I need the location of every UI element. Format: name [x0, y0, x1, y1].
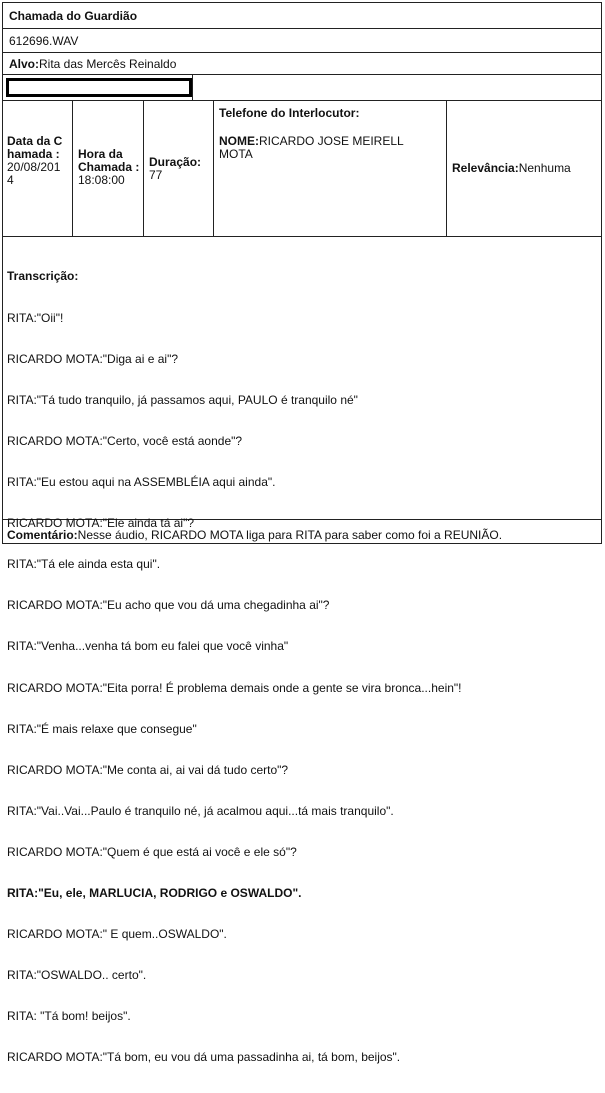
transcript-line: RICARDO MOTA:"Ele ainda tá ai"? [7, 516, 195, 531]
alvo-value: Rita das Mercês Reinaldo [39, 57, 177, 71]
phone-label: Telefone do Interlocutor: [219, 106, 360, 120]
alvo-label: Alvo: [9, 57, 39, 71]
call-details-row [2, 101, 602, 237]
alvo-row [2, 53, 602, 75]
transcript-line: RITA:"Oii"! [7, 310, 64, 325]
time-value: 18:08:00 [78, 173, 125, 187]
date-cell [2, 101, 73, 236]
transcript-line: RITA:"Tá ele ainda esta qui". [7, 557, 161, 572]
relevance-value: Nenhuma [518, 161, 571, 175]
transcript-line: RITA:"É mais relaxe que consegue" [7, 721, 197, 736]
transcript-line: RITA:"Eu estou aqui na ASSEMBLÉIA aqui ainda". [7, 474, 276, 489]
relevance-cell [447, 101, 602, 236]
transcript-line: RICARDO MOTA:"Tá bom, eu vou dá uma passadinha ai, tá bom, beijos". [7, 1050, 401, 1065]
transcript-line: RICARDO MOTA:"Certo, você está aonde"? [7, 433, 243, 448]
time-label: Hora da Chamada : [78, 147, 140, 174]
name-label: NOME: [219, 134, 259, 148]
transcript-line: RITA:"Vai..Vai...Paulo é tranquilo né, já acalmou aqui...tá mais tranquilo". [7, 803, 394, 818]
relevance-field [452, 162, 571, 175]
time-cell [73, 101, 144, 236]
transcript-line: RITA:"Tá tudo tranquilo, já passamos aqui, PAULO é tranquilo né" [7, 392, 358, 407]
redacted-cell [2, 75, 193, 100]
title-row [2, 2, 602, 29]
duration-label: Duração: [149, 155, 202, 169]
filename-row [2, 29, 602, 53]
transcript-line: RICARDO MOTA:"Quem é que está ai você e ele só"? [7, 844, 297, 859]
transcript-line: RITA:"OSWALDO.. certo". [7, 968, 147, 983]
redaction-box [6, 78, 192, 97]
date-value: 20/08/2014 [7, 160, 61, 187]
audio-filename: 612696.WAV [9, 34, 79, 48]
redacted-row [2, 75, 602, 101]
comment-label: Comentário: [7, 528, 78, 542]
name-value: RICARDO JOSE MEIRELL MOTA [219, 134, 404, 161]
name-field [219, 135, 429, 161]
comment-text: Nesse áudio, RICARDO MOTA liga para RITA para saber como foi a REUNIÃO. [77, 528, 503, 542]
duration-cell [144, 101, 214, 236]
transcript-line: RICARDO MOTA:"Diga ai e ai"? [7, 351, 179, 366]
alvo-field [9, 57, 176, 71]
interlocutor-cell [214, 101, 447, 236]
transcription-label: Transcrição: [7, 269, 79, 284]
page-title: Chamada do Guardião [9, 9, 138, 23]
transcript-line: RICARDO MOTA:" E quem..OSWALDO". [7, 927, 227, 942]
transcript-line: RICARDO MOTA:"Eu acho que vou dá uma chegadinha ai"? [7, 598, 330, 613]
date-label: Data da Chamada : [7, 134, 63, 161]
transcript-line: RITA:"Venha...venha tá bom eu falei que você vinha" [7, 639, 289, 654]
relevance-label: Relevância: [452, 161, 519, 175]
transcription-block [7, 243, 462, 1093]
comment-field [7, 528, 502, 542]
transcript-line: RICARDO MOTA:"Eita porra! É problema demais onde a gente se vira bronca...hein"! [7, 680, 462, 695]
transcript-line: RICARDO MOTA:"Me conta ai, ai vai dá tudo certo"? [7, 762, 289, 777]
transcript-line: RITA: "Tá bom! beijos". [7, 1009, 131, 1024]
transcript-line-highlighted: RITA:"Eu, ele, MARLUCIA, RODRIGO e OSWALDO". [7, 886, 302, 901]
duration-value: 77 [149, 168, 163, 182]
